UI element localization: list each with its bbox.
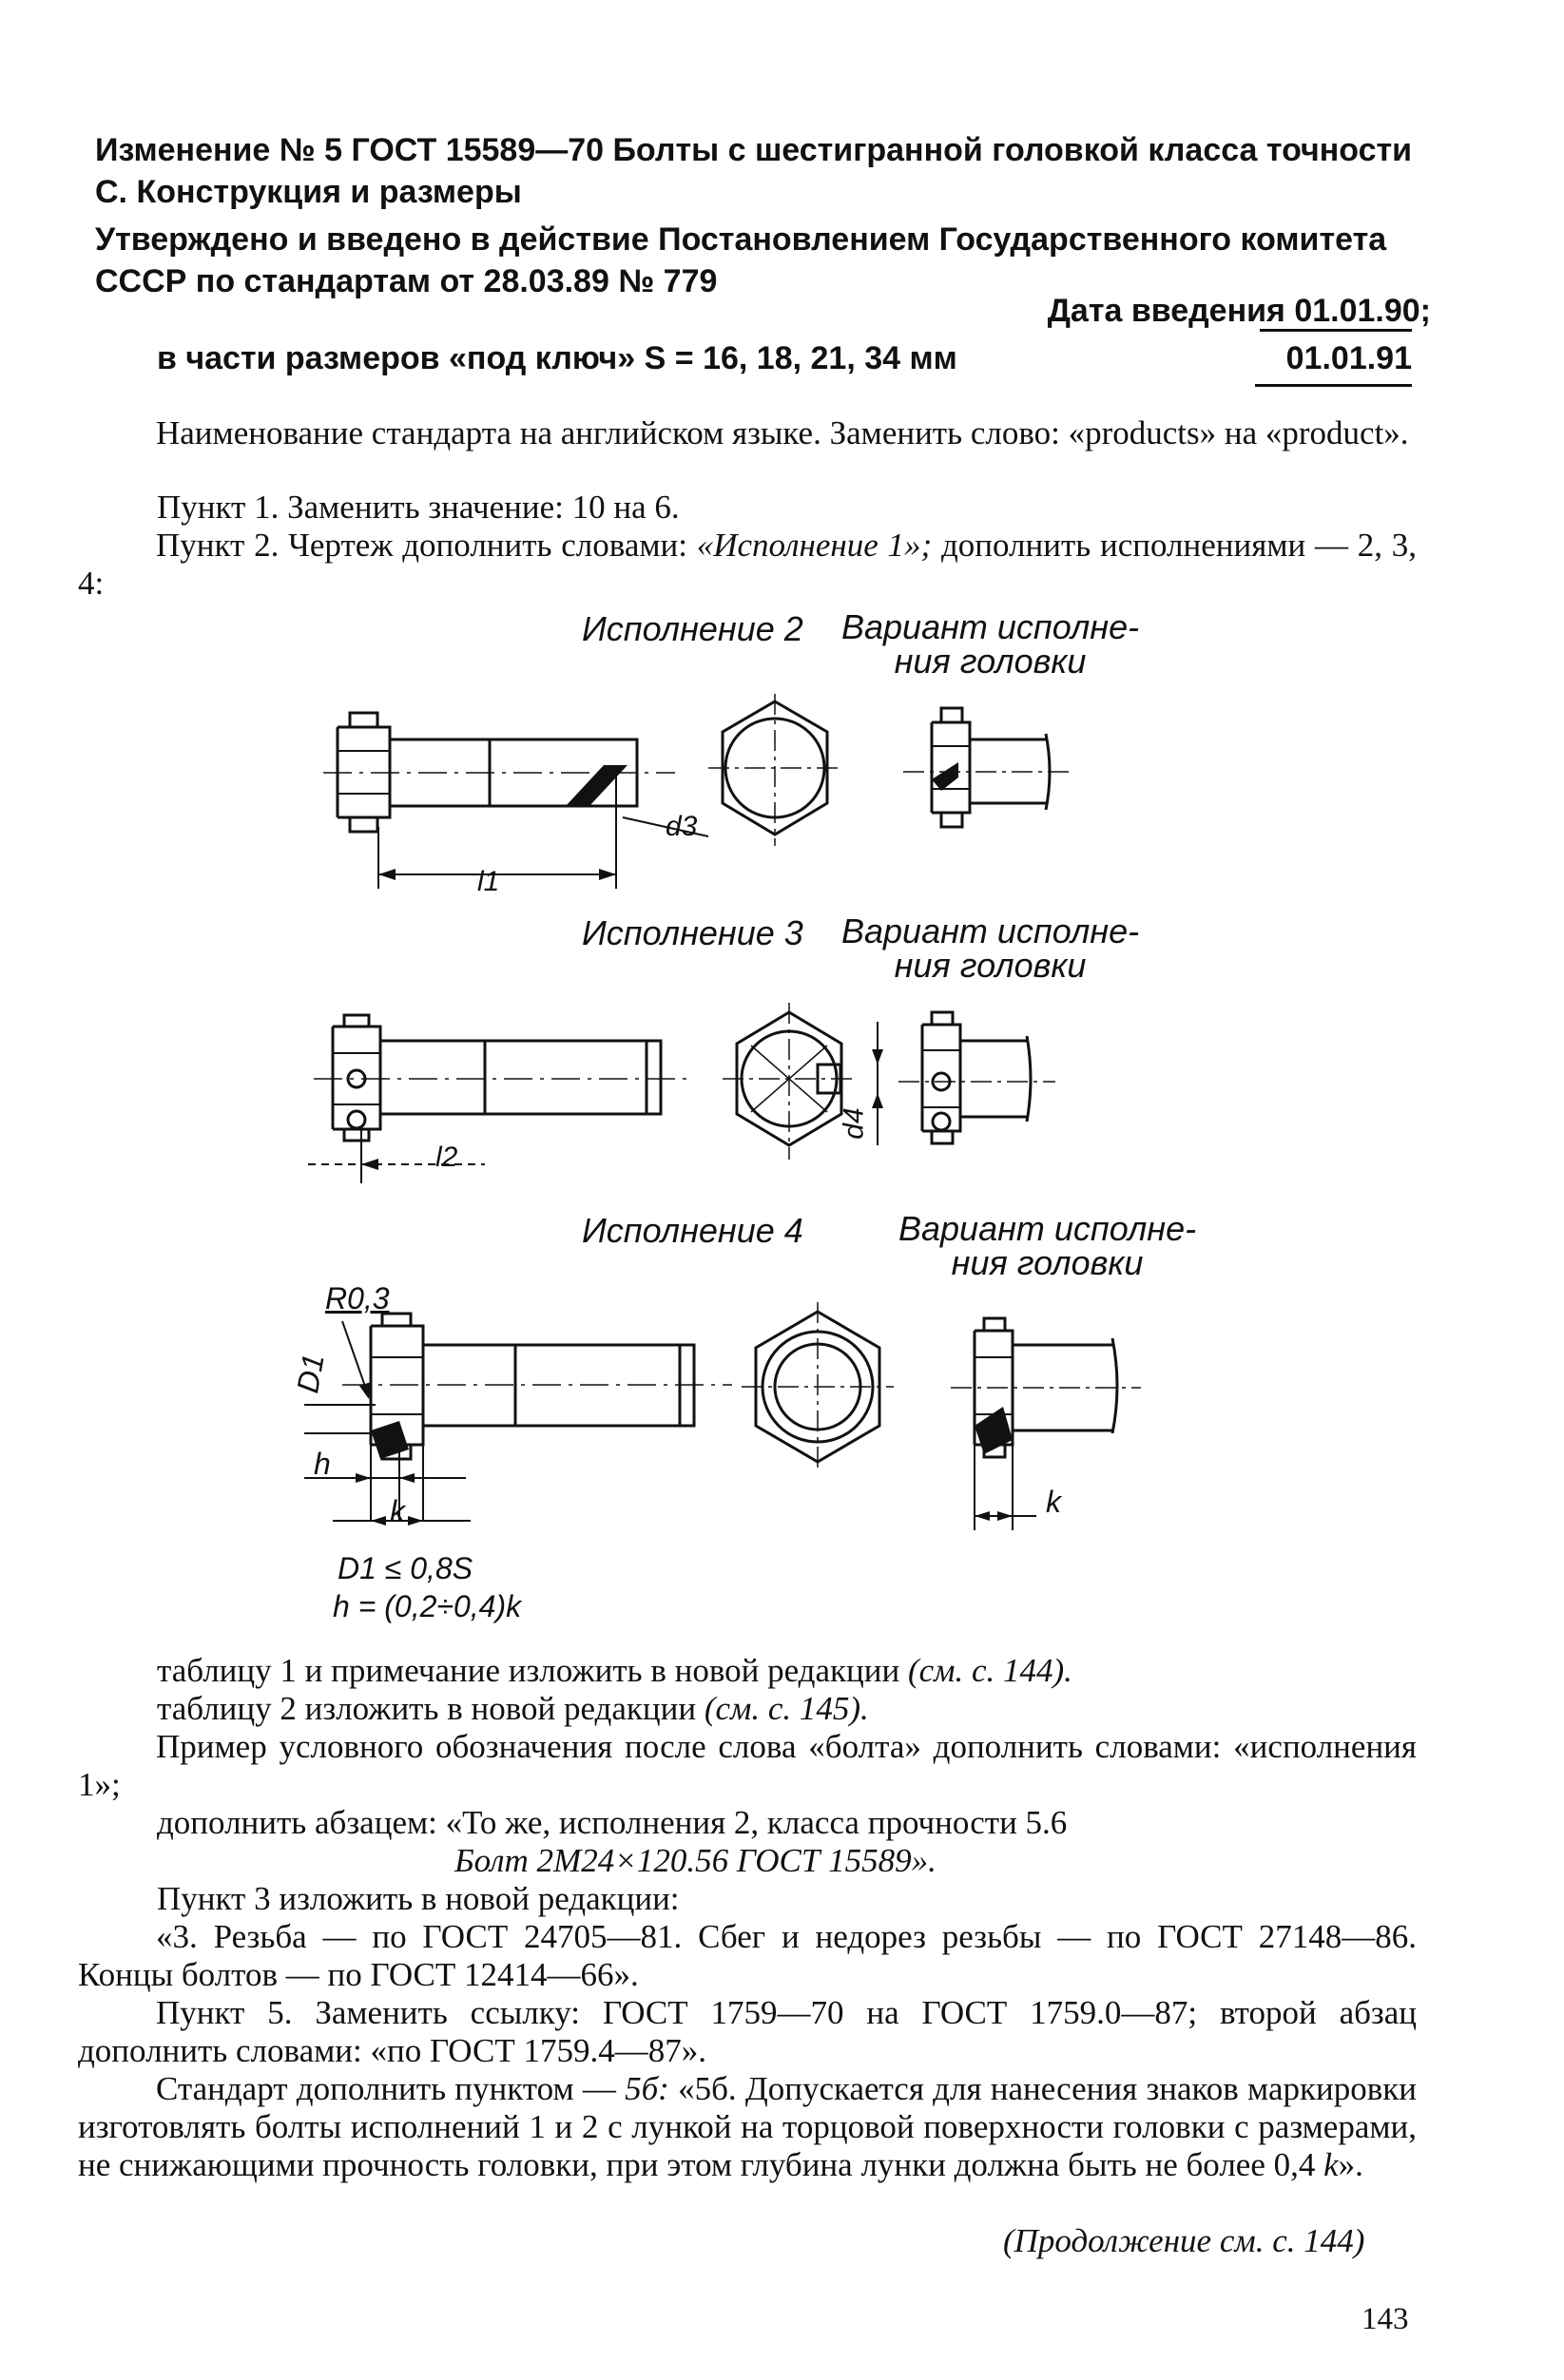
effective-date-value: 01.01.90;: [1294, 293, 1431, 329]
fig3-d4-label: d4: [838, 1107, 870, 1140]
document-title: Изменение № 5 ГОСТ 15589—70 Болты с шестигранной головкой класса точности С. Конструкция и размеры: [95, 132, 1413, 210]
fig3-l2-label: l2: [435, 1142, 458, 1173]
paragraph-english-name: Наименование стандарта на английском языке. Заменить слово: «products» на «product».: [156, 414, 1409, 451]
sizes-date-underline: [1255, 384, 1412, 387]
fig4-d1-label: D1: [290, 1351, 331, 1396]
page-number: 143: [1361, 2302, 1409, 2336]
fig2-l1-label: l1: [477, 866, 500, 897]
table1-text: таблицу 1 и примечание изложить в новой редакции: [157, 1652, 908, 1689]
continuation-note: (Продолжение см. с. 144): [1003, 2222, 1365, 2259]
effective-date: [1032, 290, 1431, 332]
fig3-title: Исполнение 3: [582, 913, 803, 952]
point-3-text: «3. Резьба — по ГОСТ 24705—81. Сбег и недорез резьбы — по ГОСТ 27148—86. Концы болтов — по ГОСТ 12414—66».: [78, 1918, 1417, 1993]
bolt-designation: Болт 2М24×120.56 ГОСТ 15589».: [454, 1842, 936, 1879]
paragraph-point-1: Пункт 1. Заменить значение: 10 на 6.: [157, 489, 680, 526]
fig4-title: Исполнение 4: [582, 1211, 803, 1250]
table2-note: [157, 1690, 869, 1728]
point-5b-ref: 5б:: [625, 2070, 669, 2107]
fig3-drawing: [304, 988, 1103, 1198]
point-5b-body: «5б. Допускается для нанесения знаков маркировки изготовлять болты исполнений 1 и 2 с лункой на торцовой поверхности головки с размерами, не снижающими прочность головки, при этом глубина лунки должна быть не более 0,4: [78, 2070, 1417, 2183]
fig4-h-label: h: [314, 1447, 331, 1481]
fig4-formula-h: h = (0,2÷0,4)k: [333, 1589, 522, 1623]
sizes-date: 01.01.91: [1285, 340, 1412, 376]
table1-ref: (см. с. 144).: [907, 1652, 1072, 1689]
point-5b-lead: Стандарт дополнить пунктом —: [156, 2070, 626, 2107]
table2-text: таблицу 2 изложить в новой редакции: [157, 1690, 705, 1727]
fig4-variant-k-label: k: [1046, 1485, 1061, 1519]
paragraph-point-2: [78, 527, 1417, 603]
point-3-heading: Пункт 3 изложить в новой редакции:: [157, 1880, 680, 1917]
fig2-variant-caption: Вариант исполне- ния головки: [841, 607, 1140, 681]
point-5b-end: ».: [1338, 2146, 1363, 2183]
table2-ref: (см. с. 145).: [704, 1690, 869, 1727]
point-5-text: Пункт 5. Заменить ссылку: ГОСТ 1759—70 на ГОСТ 1759.0—87; второй абзац дополнить словами: «по ГОСТ 1759.4—87».: [78, 1994, 1417, 2069]
sizes-note: в части размеров «под ключ» S = 16, 18, 21, 34 мм: [157, 340, 957, 376]
fig2-drawing: [323, 684, 1103, 903]
fig4-formula-d1: D1 ≤ 0,8S: [338, 1551, 473, 1585]
approval-text: Утверждено и введено в действие Постановлением Государственного комитета СССР по стандартам от 28.03.89 № 779: [95, 221, 1387, 299]
fig2-title: Исполнение 2: [582, 609, 803, 648]
effective-date-label: Дата введения: [1047, 293, 1285, 329]
point-5b-k: k: [1323, 2146, 1339, 2183]
fig2-d3-label: d3: [666, 811, 698, 842]
table1-note: [157, 1652, 1072, 1690]
example-designation: Пример условного обозначения после слова «болта» дополнить словами: «исполнения 1»;: [78, 1728, 1417, 1803]
fig4-variant-caption: Вариант исполне- ния головки: [898, 1209, 1197, 1282]
date-underline: [1260, 329, 1412, 332]
point-2-text: Пункт 2. Чертеж дополнить словами:: [156, 527, 697, 564]
fig3-variant-caption: Вариант исполне- ния головки: [841, 912, 1140, 985]
fig4-k-label: k: [390, 1494, 405, 1528]
point-2-italic: «Исполнение 1»;: [696, 527, 933, 564]
point-2-text-end: дополнить исполнениями — 2, 3, 4:: [78, 527, 1418, 602]
fig4-radius-label: R0,3: [325, 1281, 390, 1315]
add-paragraph: дополнить абзацем: «То же, исполнения 2, класса прочности 5.6: [157, 1804, 1068, 1841]
fig4-drawing: [304, 1293, 1160, 1540]
point-5b-text: [78, 2070, 1417, 2184]
